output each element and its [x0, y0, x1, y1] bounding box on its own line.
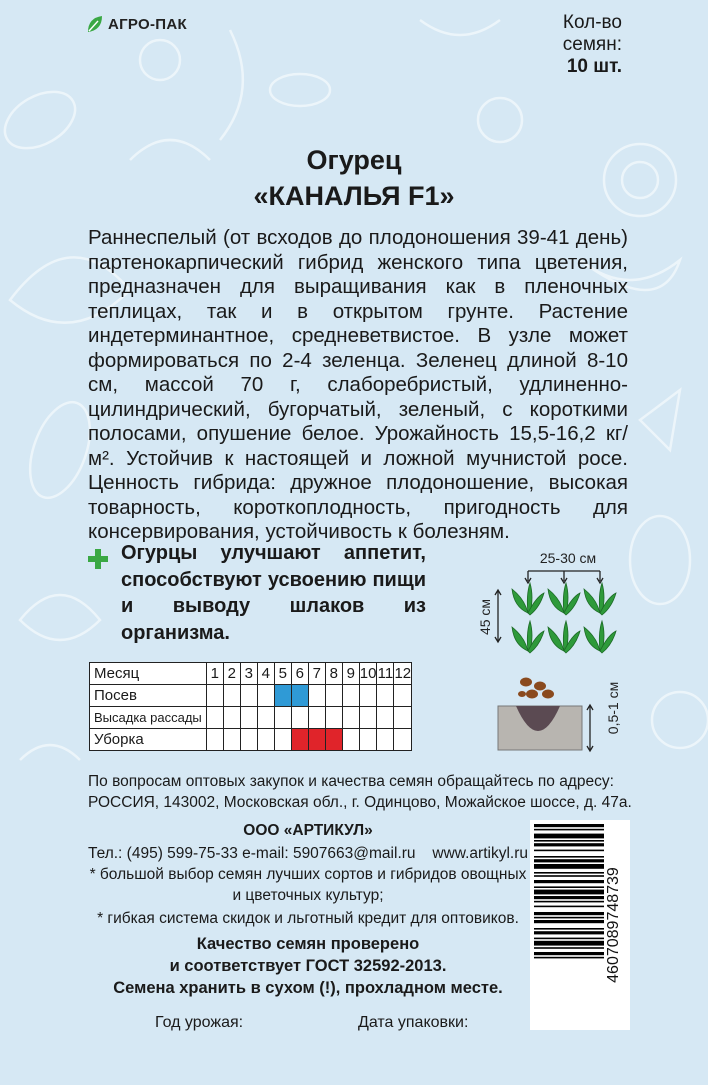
barcode-bar	[534, 912, 604, 915]
health-benefit: Огурцы улучшают аппетит, способствуют усвоению пищи и выводу шлаков из организма.	[121, 542, 426, 644]
month-cell	[257, 707, 274, 729]
month-cell	[325, 707, 342, 729]
barcode-bar	[534, 931, 604, 934]
month-cell	[359, 707, 377, 729]
phone-and-email: Тел.: (495) 599-75-33 e-mail: 5907663@mail.ru	[88, 845, 416, 862]
month-cell	[240, 707, 257, 729]
barcode-bar	[534, 928, 604, 930]
company-address: РОССИЯ, 143002, Московская обл., г. Одинцово, Можайское шоссе, д. 47а.	[88, 794, 632, 811]
sowing-depth-diagram	[496, 664, 626, 764]
seedling-icon	[512, 583, 616, 653]
month-cell	[377, 685, 394, 707]
month-cell	[394, 685, 412, 707]
planting-scheme-diagram	[470, 545, 630, 655]
calendar-header-row	[90, 663, 412, 685]
active-month-cell	[325, 729, 342, 751]
barcode-bar	[534, 896, 604, 899]
active-month-cell	[308, 729, 325, 751]
plus-icon	[87, 548, 109, 570]
month-cell: 10	[359, 663, 377, 685]
company-name: ООО «АРТИКУЛ»	[243, 822, 373, 839]
month-cell	[240, 685, 257, 707]
assortment-note-2: и цветочных культур;	[232, 887, 384, 904]
barcode-bar	[534, 917, 604, 919]
month-cell: 5	[274, 663, 291, 685]
wholesale-contact-intro: По вопросам оптовых закупок и качества семян обращайтесь по адресу:	[88, 773, 614, 790]
barcode-number: 4607089748739	[605, 867, 622, 983]
month-cell	[342, 685, 359, 707]
month-cell: 1	[206, 663, 223, 685]
assortment-note: * большой выбор семян лучших сортов и гибридов овощных	[89, 866, 527, 883]
month-cell	[394, 729, 412, 751]
calendar-row-label: Высадка рассады	[90, 707, 207, 729]
barcode-bar	[534, 901, 604, 903]
active-month-cell	[291, 685, 308, 707]
barcode-bar	[534, 872, 604, 874]
seed-count-value: 10 шт.	[566, 56, 622, 77]
month-cell: 2	[223, 663, 240, 685]
row-spacing-label: 25-30 см	[539, 550, 597, 566]
calendar-row	[90, 685, 412, 707]
month-cell	[240, 729, 257, 751]
month-cell	[223, 685, 240, 707]
barcode-bar	[534, 947, 604, 949]
month-cell	[257, 685, 274, 707]
plant-spacing-label: 45 см	[477, 598, 493, 636]
month-cell	[308, 707, 325, 729]
calendar-row-label: Посев	[90, 685, 207, 707]
barcode-bar	[534, 840, 604, 842]
active-month-cell	[274, 685, 291, 707]
barcode-bar	[534, 952, 604, 955]
month-cell	[274, 707, 291, 729]
month-cell	[308, 685, 325, 707]
month-cell	[359, 685, 377, 707]
harvest-year-label: Год урожая:	[155, 1014, 244, 1031]
barcode-bar	[534, 834, 604, 839]
sowing-calendar	[89, 662, 412, 751]
seed-count	[563, 12, 622, 78]
barcode-bar	[534, 920, 604, 923]
barcode-bar	[534, 850, 604, 852]
month-cell	[274, 729, 291, 751]
barcode-bar	[534, 890, 604, 895]
seed-icon	[518, 678, 554, 699]
month-cell: 11	[377, 663, 394, 685]
calendar-row	[90, 729, 412, 751]
month-cell: 8	[325, 663, 342, 685]
product-type: Огурец	[306, 145, 402, 175]
barcode-bar	[534, 957, 604, 959]
leaf-logo-icon	[86, 14, 104, 34]
month-cell	[359, 729, 377, 751]
barcode-bar	[534, 941, 604, 946]
month-cell: 7	[308, 663, 325, 685]
month-cell	[342, 707, 359, 729]
sowing-depth-label: 0,5-1 см	[605, 681, 621, 735]
storage-instruction: Семена хранить в сухом (!), прохладном месте.	[113, 979, 503, 997]
gost-statement: и соответствует ГОСТ 32592-2013.	[169, 957, 447, 975]
month-cell	[257, 729, 274, 751]
month-cell	[223, 707, 240, 729]
website-link: www.artikyl.ru	[432, 845, 528, 862]
barcode-bar	[534, 859, 604, 862]
barcode-bar	[534, 906, 604, 908]
product-variety: «КАНАЛЬЯ F1»	[253, 181, 455, 211]
barcode-bar	[534, 875, 604, 877]
month-cell	[223, 729, 240, 751]
month-cell: 9	[342, 663, 359, 685]
calendar-row	[90, 707, 412, 729]
phone-email	[88, 843, 528, 864]
month-cell	[291, 707, 308, 729]
barcode-bar	[534, 856, 604, 858]
discount-note: * гибкая система скидок и льготный кредит для оптовиков.	[97, 910, 519, 927]
barcode-bar	[534, 880, 604, 883]
month-cell	[377, 707, 394, 729]
product-title	[0, 142, 708, 214]
active-month-cell	[291, 729, 308, 751]
brand-logo	[86, 14, 187, 34]
seed-count-label: Кол-во	[562, 12, 622, 33]
barcode-bar	[534, 938, 604, 940]
brand-name: АГРО-ПАК	[108, 15, 187, 33]
month-cell	[394, 707, 412, 729]
month-cell: 4	[257, 663, 274, 685]
month-cell	[325, 685, 342, 707]
month-cell	[342, 729, 359, 751]
calendar-row-label: Уборка	[90, 729, 207, 751]
quality-statement: Качество семян проверено	[196, 935, 420, 953]
month-cell: 12	[394, 663, 412, 685]
month-cell	[377, 729, 394, 751]
month-cell	[206, 685, 223, 707]
barcode-bar	[534, 824, 604, 827]
month-cell	[206, 729, 223, 751]
barcode-bar	[534, 843, 604, 846]
barcode	[530, 820, 630, 1030]
seed-count-label-2: семян:	[562, 34, 622, 55]
pack-date-label: Дата упаковки:	[358, 1014, 469, 1031]
barcode-bar	[534, 864, 604, 869]
barcode-bar	[534, 886, 604, 888]
month-cell: 6	[291, 663, 308, 685]
month-cell	[206, 707, 223, 729]
barcode-bar	[534, 829, 604, 831]
variety-description: Раннеспелый (от всходов до плодоношения 39-41 день) партенокарпический гибрид женского типа цветения, предназначен для выращивания как в пленочных теплицах, так и в открытом грунте. Растение индетерминантное, средневетвистое. В узле может формироваться по 2-4 зеленца. Зеленец длиной 8-10 см, массой 70 г, слаборебристый, удлиненно-цилиндрический, бугорчатый, зеленый, с короткими полосами, опушение белое. Урожайность 15,5-16,2 кг/м². Устойчив к настоящей и ложной мучнистой росе. Ценность гибрида: дружное плодоношение, высокая товарность, короткоплодность, пригодность для консервирования, устойчивость к болезням.	[88, 226, 628, 543]
calendar-month-label: Месяц	[90, 663, 207, 685]
month-cell: 3	[240, 663, 257, 685]
